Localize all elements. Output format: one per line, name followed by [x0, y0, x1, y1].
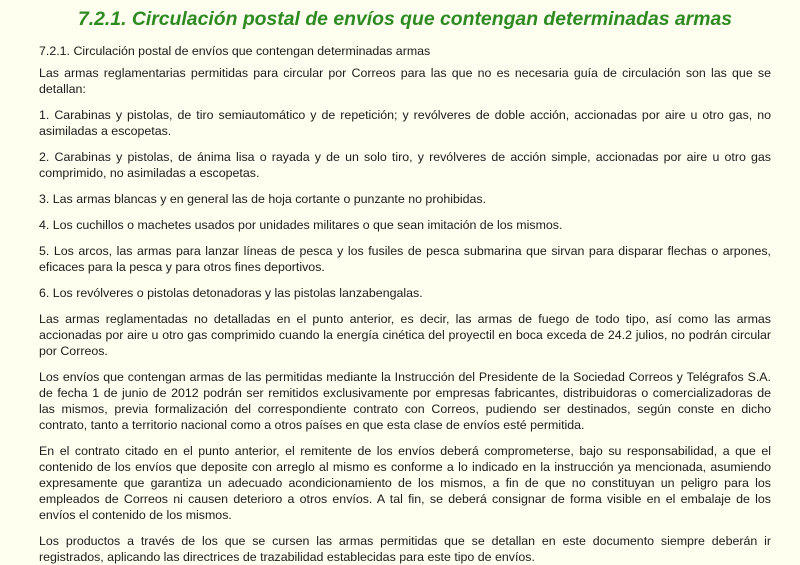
list-item-1: 1. Carabinas y pistolas, de tiro semiautomático y de repetición; y revólveres de doble acción, accionadas por aire u otro gas, no asimiladas a escopetas.: [39, 108, 771, 138]
list-item-2: 2. Carabinas y pistolas, de ánima lisa o rayada y de un solo tiro, y revólveres de acción simple, accionadas por aire u otro gas comprimido, no asimiladas a escopetas.: [39, 150, 771, 180]
list-item-5: 5. Los arcos, las armas para lanzar líneas de pesca y los fusiles de pesca submarina que sirvan para disparar flechas o arpones, eficaces para la pesca y para otros fines deportivos.: [39, 244, 771, 274]
section-heading: 7.2.1. Circulación postal de envíos que contengan determinadas armas: [39, 44, 431, 58]
list-item-4: 4. Los cuchillos o machetes usados por unidades militares o que sean imitación de los mismos.: [39, 218, 563, 232]
intro-paragraph: Las armas reglamentarias permitidas para circular por Correos para las que no es necesaria guía de circulación son las que se detallan:: [39, 66, 771, 96]
document-body: [39, 65, 771, 565]
page-title: 7.2.1. Circulación postal de envíos que contengan determinadas armas: [77, 8, 733, 30]
paragraph-contract-obligations: En el contrato citado en el punto anterior, el remitente de los envíos deberá comprometerse, bajo su responsabilidad, a que el contenido de los envíos que deposite con arreglo al mismo es conforme a lo indicado en la instrucción ya mencionada, asumiendo expresamente que garantiza un adecuado acondicionamiento de los mismos, a fin de que no constituyan un peligro para los empleados de Correos ni causen deterioro a otros envíos. A tal fin, se deberá consignar de forma visible en el embalaje de los envíos el contenido de los mismos.: [39, 444, 771, 522]
list-item-6: 6. Los revólveres o pistolas detonadoras y las pistolas lanzabengalas.: [39, 286, 423, 300]
paragraph-restricted-arms: Las armas reglamentadas no detalladas en el punto anterior, es decir, las armas de fuego de todo tipo, así como las armas accionadas por aire u otro gas comprimido cuando la energía cinética del proyectil en boca exceda de 24.2 julios, no podrán circular por Correos.: [39, 312, 771, 358]
paragraph-registered-products: Los productos a través de los que se cursen las armas permitidas que se detallan en este documento siempre deberán ir registrados, aplicando las directrices de trazabilidad establecidas para este tipo de envíos.: [39, 534, 771, 564]
paragraph-permitted-senders: Los envíos que contengan armas de las permitidas mediante la Instrucción del Presidente de la Sociedad Correos y Telégrafos S.A. de fecha 1 de junio de 2012 podrán ser remitidos exclusivamente por empresas fabricantes, distribuidoras o comercializadoras de las mismos, previa formalización del correspondiente contrato con Correos, pudiendo ser destinados, según conste en dicho contrato, tanto a territorio nacional como a otros países en que esta clase de envíos esté permitida.: [39, 370, 771, 432]
list-item-3: 3. Las armas blancas y en general las de hoja cortante o punzante no prohibidas.: [39, 192, 487, 206]
